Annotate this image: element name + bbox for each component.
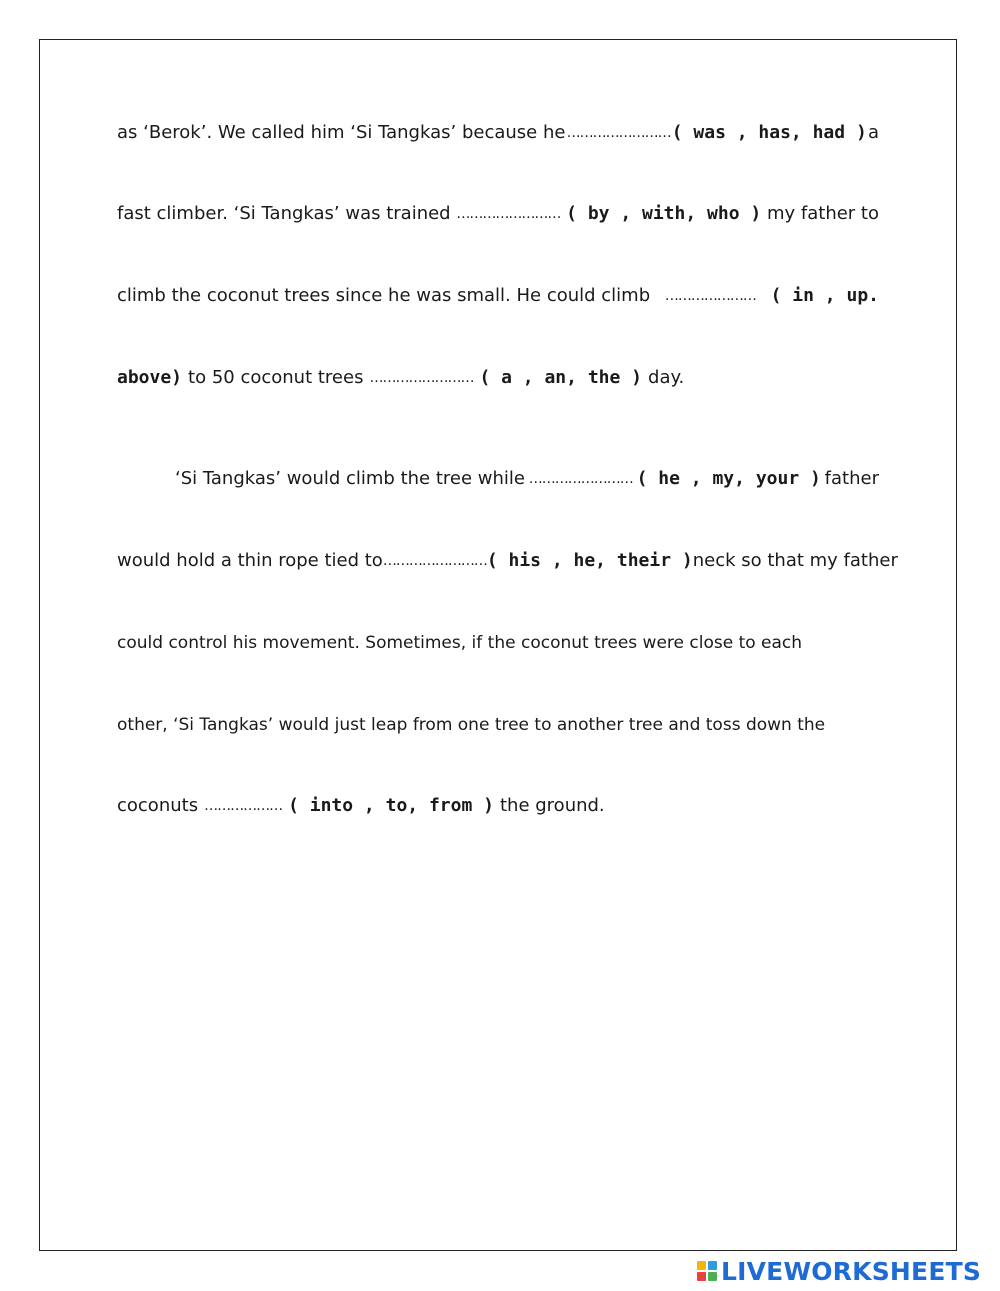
- answer-choices: ( was , has, had ): [671, 122, 867, 143]
- answer-blank[interactable]: ……………………: [369, 370, 474, 386]
- answer-blank[interactable]: ……………………: [456, 206, 561, 222]
- answer-choices: ( in , up.: [770, 285, 879, 306]
- text-line-4: [117, 363, 879, 393]
- text-line-6: [117, 546, 898, 576]
- text-segment: ‘Si Tangkas’ would climb the tree while: [175, 468, 525, 489]
- answer-blank[interactable]: ……………………: [528, 471, 633, 487]
- liveworksheets-brand[interactable]: [697, 1256, 981, 1286]
- liveworksheets-logo-icon: [697, 1261, 717, 1281]
- text-segment: climb the coconut trees since he was small. He could climb: [117, 285, 651, 306]
- text-segment: coconuts: [117, 795, 199, 816]
- text-line-2: [117, 199, 879, 229]
- answer-blank[interactable]: …………………: [664, 288, 756, 304]
- text-line-9: [117, 791, 879, 821]
- text-segment: day.: [648, 367, 685, 388]
- answer-choices: above): [117, 367, 183, 388]
- answer-choices: ( by , with, who ): [566, 203, 762, 224]
- answer-choices: ( his , he, their ): [486, 550, 693, 571]
- text-segment: my father to: [766, 203, 879, 224]
- answer-choices: ( a , an, the ): [479, 367, 643, 388]
- brand-name: LIVEWORKSHEETS: [721, 1256, 982, 1286]
- answer-choices: ( he , my, your ): [636, 468, 821, 489]
- text-segment: to 50 coconut trees: [188, 367, 364, 388]
- text-line-7: [117, 628, 879, 658]
- text-segment: a: [867, 122, 879, 143]
- text-segment: could control his movement. Sometimes, if the coconut trees were close to each: [117, 633, 803, 653]
- text-segment: neck so that my father: [692, 550, 898, 571]
- text-line-1: [117, 118, 879, 148]
- answer-choices: ( into , to, from ): [288, 795, 494, 816]
- text-line-8: [117, 710, 879, 740]
- text-segment: would hold a thin rope tied to: [117, 550, 383, 571]
- answer-blank[interactable]: ………………: [204, 798, 283, 814]
- text-segment: father: [824, 468, 879, 489]
- text-segment: the ground.: [499, 795, 605, 816]
- answer-blank[interactable]: ……………………: [382, 553, 487, 569]
- text-segment: as ‘Berok’. We called him ‘Si Tangkas’ because he: [117, 122, 566, 143]
- text-line-3: [117, 281, 879, 311]
- answer-blank[interactable]: ……………………: [566, 125, 671, 141]
- text-segment: other, ‘Si Tangkas’ would just leap from one tree to another tree and toss down the: [117, 715, 826, 735]
- text-line-5: [117, 464, 879, 494]
- text-segment: fast climber. ‘Si Tangkas’ was trained: [117, 203, 451, 224]
